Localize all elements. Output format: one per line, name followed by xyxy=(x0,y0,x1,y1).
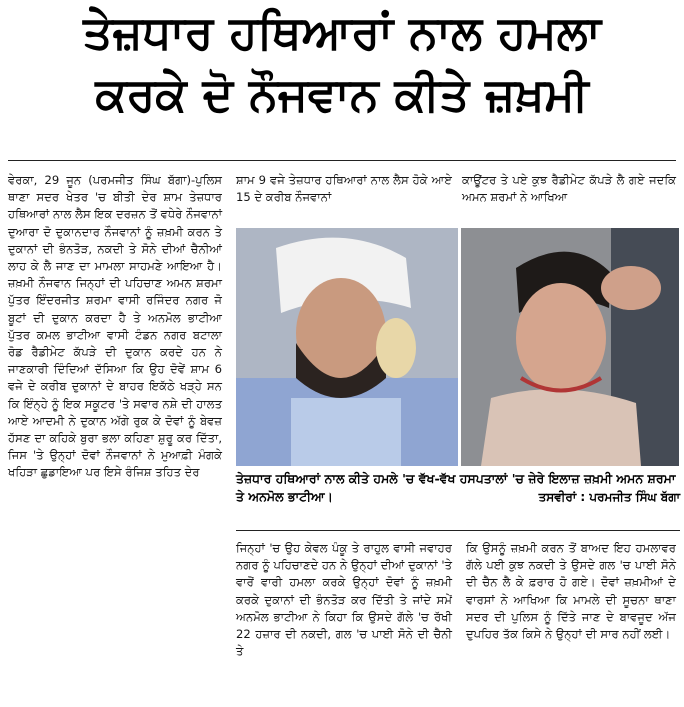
article-column-2: ਸ਼ਾਮ 9 ਵਜੇ ਤੇਜ਼ਧਾਰ ਹਥਿਆਰਾਂ ਨਾਲ ਲੈਸ ਹੋਕੇ ਆਏ 15 ਦੇ ਕਰੀਬ ਨੌਜਵਾਨਾਂ xyxy=(236,173,452,205)
photo-injured-anmol-bhatia xyxy=(461,228,679,466)
caption-rule xyxy=(236,530,680,531)
article-column-5: ਕਿ ਉਸਨੂੰ ਜ਼ਖ਼ਮੀ ਕਰਨ ਤੋਂ ਬਾਅਦ ਇਹ ਹਮਲਾਵਰ ਗੱਲੇ ਪਈ ਕੁਝ ਨਕਦੀ ਤੇ ਉਸਦੇ ਗਲ 'ਚ ਪਾਈ ਸੋਨੇ ਦੀ ਚੈਨ ਲੈ ਕੇ ਫ਼ਰਾਰ ਹੋ ਗਏ। ਦੋਵਾਂ ਜ਼ਖ਼ਮੀਆਂ ਦੇ ਵਾਰਸਾਂ ਨੇ ਆਖਿਆ ਕਿ ਮਾਮਲੇ ਦੀ ਸੂਚਨਾ ਥਾਣਾ ਸਦਰ ਦੀ ਪੁਲਿਸ ਨੂੰ ਦਿੱਤੇ ਜਾਣ ਦੇ ਬਾਵਜੂਦ ਅੱਜ ਦੁਪਹਿਰ ਤੱਕ ਕਿਸੇ ਨੇ ਉਨ੍ਹਾਂ ਦੀ ਸਾਰ ਨਹੀਂ ਲਈ। xyxy=(466,541,676,642)
photo-caption: ਤੇਜ਼ਧਾਰ ਹਥਿਆਰਾਂ ਨਾਲ ਕੀਤੇ ਹਮਲੇ 'ਚ ਵੱਖ-ਵੱਖ ਹਸਪਤਾਲਾਂ 'ਚ ਜ਼ੇਰੇ ਇਲਾਜ਼ ਜ਼ਖ਼ਮੀ ਅਮਨ ਸ਼ਰਮਾ ਤੇ ਅਨਮੋਲ ਭਾਟੀਆ। xyxy=(236,471,676,504)
headline-line-1: ਤੇਜ਼ਧਾਰ ਹਥਿਆਰਾਂ ਨਾਲ ਹਮਲਾ xyxy=(83,5,601,59)
headline-rule xyxy=(8,160,676,161)
article-column-4: ਜਿਨ੍ਹਾਂ 'ਚ ਉਹ ਕੇਵਲ ਪੰਕੂ ਤੇ ਰਾਹੁਲ ਵਾਸੀ ਜਵਾਹਰ ਨਗਰ ਨੂੰ ਪਹਿਚਾਣਦੇ ਹਨ ਨੇ ਉਨ੍ਹਾਂ ਦੀਆਂ ਦੁਕਾਨਾਂ 'ਤੇ ਵਾਰੋਂ ਵਾਰੀ ਹਮਲਾ ਕਰਕੇ ਉਨ੍ਹਾਂ ਦੋਵਾਂ ਨੂੰ ਜ਼ਖ਼ਮੀ ਕਰਕੇ ਦੁਕਾਨਾਂ ਦੀ ਭੰਨਤੋੜ ਕਰ ਦਿੱਤੀ ਤੇ ਜਾਂਦੇ ਸਮੇਂ ਅਨਮੋਲ ਭਾਟੀਆ ਨੇ ਕਿਹਾ ਕਿ ਉਸਦੇ ਗੱਲੇ 'ਚ ਰੱਖੀ 22 ਹਜ਼ਾਰ ਦੀ ਨਕਦੀ, ਗਲ 'ਚ ਪਾਈ ਸੋਨੇ ਦੀ ਚੈਨੀ ਤੇ xyxy=(236,541,452,659)
article-column-1: ਵੇਰਕਾ, 29 ਜੂਨ (ਪਰਮਜੀਤ ਸਿੰਘ ਬੱਗਾ)-ਪੁਲਿਸ ਥਾਣਾ ਸਦਰ ਖੇਤਰ 'ਚ ਬੀਤੀ ਦੇਰ ਸ਼ਾਮ ਤੇਜ਼ਧਾਰ ਹਥਿਆਰਾਂ ਨਾਲ ਲੈਸ ਇਕ ਦਰਜ਼ਨ ਤੋਂ ਵਧੇਰੇ ਨੌਜਵਾਨਾਂ ਦੁਆਰਾ ਦੋ ਦੁਕਾਨਦਾਰ ਨੌਜਵਾਨਾਂ ਨੂੰ ਜ਼ਖ਼ਮੀ ਕਰਨ ਤੇ ਦੁਕਾਨਾਂ ਦੀ ਭੰਨਤੋੜ, ਨਕਦੀ ਤੇ ਸੋਨੇ ਦੀਆਂ ਚੈਨੀਆਂ ਲਾਹ ਕੇ ਲੈ ਜਾਣ ਦਾ ਮਾਮਲਾ ਸਾਹਮਣੇ ਆਇਆ ਹੈ। ਜ਼ਖ਼ਮੀ ਨੌਜਵਾਨ ਜਿਨ੍ਹਾਂ ਦੀ ਪਹਿਚਾਣ ਅਮਨ ਸ਼ਰਮਾ ਪੁੱਤਰ ਇੰਦਰਜੀਤ ਸ਼ਰਮਾ ਵਾਸੀ ਰਜਿੰਦਰ ਨਗਰ ਜੋ ਬੂਟਾਂ ਦੀ ਦੁਕਾਨ ਕਰਦਾ ਹੈ ਤੇ ਅਨਮੋਲ ਭਾਟੀਆ ਪੁੱਤਰ ਕਮਲ ਭਾਟੀਆ ਵਾਸੀ ਟੰਡਨ ਨਗਰ ਬਟਾਲਾ ਰੋਡ ਰੈਡੀਮੇਟ ਕੱਪੜੇ ਦੀ ਦੁਕਾਨ ਕਰਦੇ ਹਨ ਨੇ ਜਾਣਕਾਰੀ ਦਿੰਦਿਆਂ ਦੱਸਿਆ ਕਿ ਉਹ ਦੋਵੇਂ ਸ਼ਾਮ 6 ਵਜੇ ਦੇ ਕਰੀਬ ਦੁਕਾਨਾਂ ਦੇ ਬਾਹਰ ਇਕੱਠੇ ਖੜ੍ਹੇ ਸਨ ਕਿ ਇੰਨ੍ਹੇ ਨੂੰ ਇਕ ਸਕੂਟਰ 'ਤੇ ਸਵਾਰ ਨਸ਼ੇ ਦੀ ਹਾਲਤ ਆਏ ਆਦਮੀ ਨੇ ਦੁਕਾਨ ਅੱਗੇ ਰੁਕ ਕੇ ਦੋਵਾਂ ਨੂੰ ਬੇਵਜ਼ ਹੱਸਣ ਦਾ ਕਹਿਕੇ ਬੁਰਾ ਭਲਾ ਕਹਿਣਾ ਸ਼ੁਰੂ ਕਰ ਦਿੱਤਾ, ਜਿਸ 'ਤੇ ਉਨ੍ਹਾਂ ਦੋਵਾਂ ਨੌਜਵਾਨਾਂ ਨੇ ਮੁਆਫ਼ੀ ਮੰਗਕੇ ਖਹਿੜਾ ਛੁਡਾਇਆ ਪਰ ਇਸੇ ਰੰਜਿਸ਼ ਤਹਿਤ ਦੇਰ xyxy=(8,173,222,480)
article-column-3: ਕਾਊਂਟਰ ਤੇ ਪਏ ਕੁਝ ਰੈਡੀਮੇਟ ਕੱਪੜੇ ਲੈ ਗਏ ਜਦਕਿ ਅਮਨ ਸ਼ਰਮਾਂ ਨੇ ਆਖਿਆ xyxy=(462,173,676,205)
photo-injured-aman-sharma xyxy=(236,228,458,466)
photo-credit: ਤਸਵੀਰਾਂ : ਪਰਮਜੀਤ ਸਿੰਘ ਬੱਗਾ xyxy=(538,490,680,504)
headline-line-2: ਕਰਕੇ ਦੋ ਨੌਜਵਾਨ ਕੀਤੇ ਜ਼ਖ਼ਮੀ xyxy=(95,67,589,121)
